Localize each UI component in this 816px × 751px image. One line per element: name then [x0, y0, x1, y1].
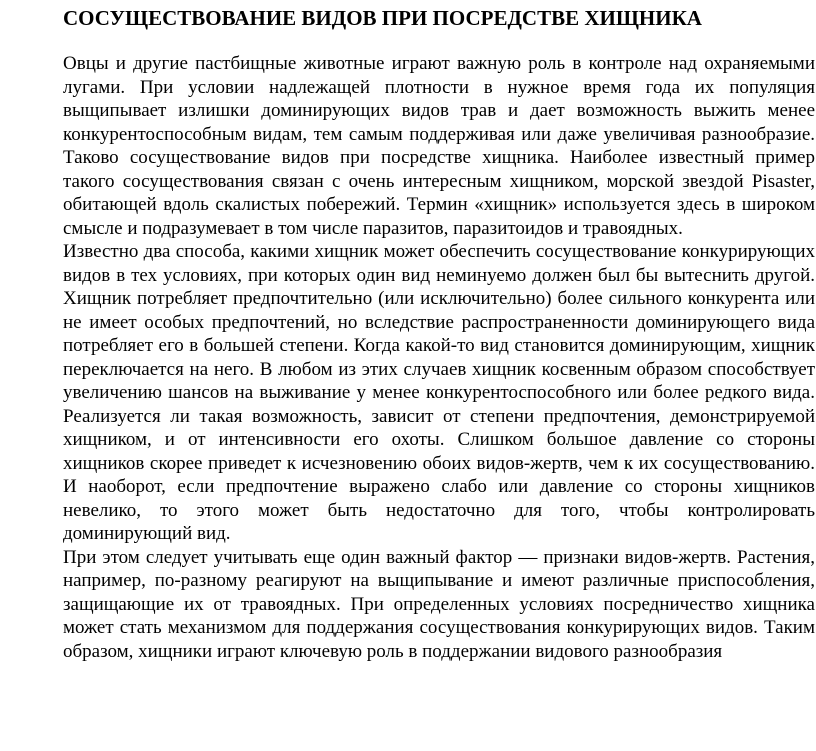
document-body [63, 52, 815, 663]
paragraph-prey-traits: При этом следует учитывать еще один важный фактор — признаки видов-жертв. Растения, например, по-разному реагируют на выщипывание и имеют различные приспособления, защищающие их от травоядных. При определенных условиях посредничество хищника может стать механизмом для поддержания сосуществования конкурирующих видов. Таким образом, хищники играют ключевую роль в поддержании видового разнообразия [63, 546, 815, 662]
document-title: СОСУЩЕСТВОВАНИЕ ВИДОВ ПРИ ПОСРЕДСТВЕ ХИЩНИКА [63, 6, 702, 30]
paragraph-grazing-intro: Овцы и другие пастбищные животные играют важную роль в контроле над охраняемыми лугами. При условии надлежащей плотности в нужное время года их популяция выщипывает излишки доминирующих видов трав и дает возможность выжить менее конкурентоспособным видам, тем самым поддерживая или даже увеличивая разнообразие. Таково сосуществование видов при посредстве хищника. Наиболее известный пример такого сосуществования связан с очень интересным хищником, морской звездой Pisaster, обитающей вдоль скалистых побережий. Термин «хищник» используется здесь в широком смысле и подразумевает в том числе паразитов, паразитоидов и травоядных. [63, 53, 815, 239]
paragraph-two-mechanisms: Известно два способа, какими хищник может обеспечить сосуществование конкурирующих видов в тех условиях, при которых один вид неминуемо должен был бы вытеснить другой. Хищник потребляет предпочтительно (или исключительно) более сильного конкурента или не имеет особых предпочтений, но вследствие распространенности доминирующего вида потребляет его в большей степени. Когда какой-то вид становится доминирующим, хищник переключается на него. В любом из этих случаев хищник косвенным образом способствует увеличению шансов на выживание у менее конкурентоспособного или более редкого вида. Реализуется ли такая возможность, зависит от степени предпочтения, демонстрируемой хищником, и от интенсивности его охоты. Слишком большое давление со стороны хищников скорее приведет к исчезновению обоих видов-жертв, чем к их сосуществованию. И наоборот, если предпочтение выражено слабо или давление со стороны хищников невелико, то этого может быть недостаточно для того, чтобы контролировать доминирующий вид. [63, 241, 815, 544]
